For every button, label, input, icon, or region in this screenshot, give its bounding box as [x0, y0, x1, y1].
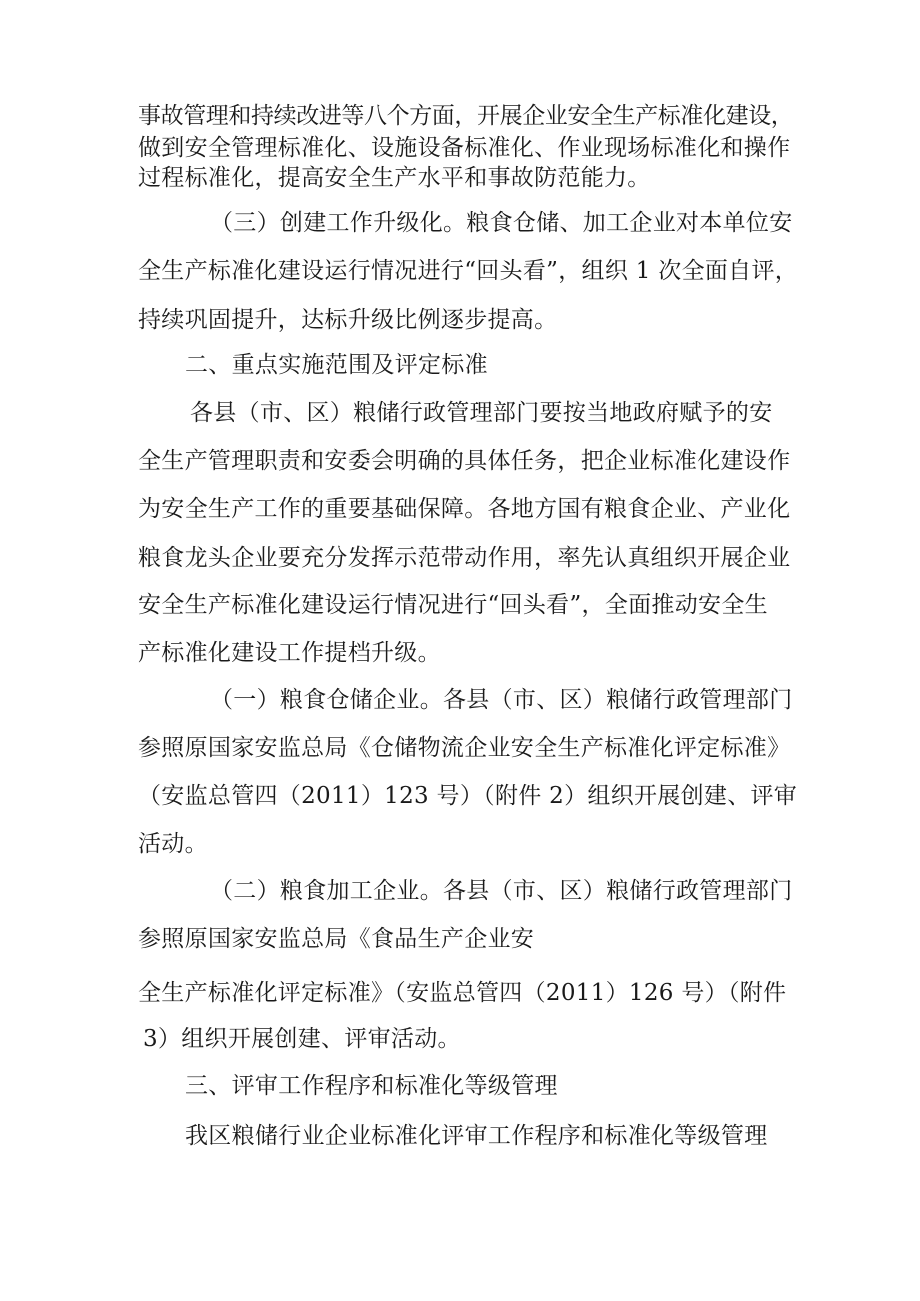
body-text-line: 全生产管理职责和安委会明确的具体任务，把企业标准化建设作	[138, 448, 791, 474]
body-text-line: 粮食龙头企业要充分发挥示范带动作用，率先认真组织开展企业	[138, 545, 791, 571]
subsection-heading-line: （三）创建工作升级化。粮食仓储、加工企业对本单位安	[210, 210, 793, 236]
body-text-line: 持续巩固提升，达标升级比例逐步提高。	[138, 307, 558, 333]
section-heading: 二、重点实施范围及评定标准	[185, 352, 488, 378]
subsection-heading-line: （二）粮食加工企业。各县（市、区）粮储行政管理部门	[210, 878, 793, 904]
body-text-line: 为安全生产工作的重要基础保障。各地方国有粮食企业、产业化	[138, 496, 791, 522]
subsection-heading-line: （一）粮食仓储企业。各县（市、区）粮储行政管理部门	[210, 687, 793, 713]
body-text-line: 全生产标准化建设运行情况进行“回头看”，组织 1 次全面自评，	[138, 258, 799, 284]
paragraph-start-line: 各县（市、区）粮储行政管理部门要按当地政府赋予的安	[190, 400, 773, 426]
body-text-line: 做到安全管理标准化、设施设备标准化、作业现场标准化和操作	[138, 135, 791, 161]
body-text-line: 事故管理和持续改进等八个方面，开展企业安全生产标准化建设，	[138, 103, 794, 129]
body-text-line: 过程标准化，提高安全生产水平和事故防范能力。	[138, 165, 651, 191]
body-text-line: 全生产标准化评定标准》（安监总管四（2011）126 号）（附件	[138, 980, 787, 1006]
body-text-line: 安全生产标准化建设运行情况进行“回头看”，全面推动安全生	[138, 592, 768, 618]
body-text-line: （安监总管四（2011）123 号）（附件 2）组织开展创建、评审	[138, 783, 798, 809]
body-text-line: 参照原国家安监总局《仓储物流企业安全生产标准化评定标准》	[138, 735, 791, 761]
body-text-line: 3）组织开展创建、评审活动。	[143, 1026, 461, 1052]
section-heading: 三、评审工作程序和标准化等级管理	[185, 1073, 558, 1099]
body-text-line: 活动。	[138, 831, 208, 857]
body-text-line: 产标准化建设工作提档升级。	[138, 640, 441, 666]
paragraph-start-line: 我区粮储行业企业标准化评审工作程序和标准化等级管理	[185, 1123, 768, 1149]
body-text-line: 参照原国家安监总局《食品生产企业安	[138, 926, 535, 952]
